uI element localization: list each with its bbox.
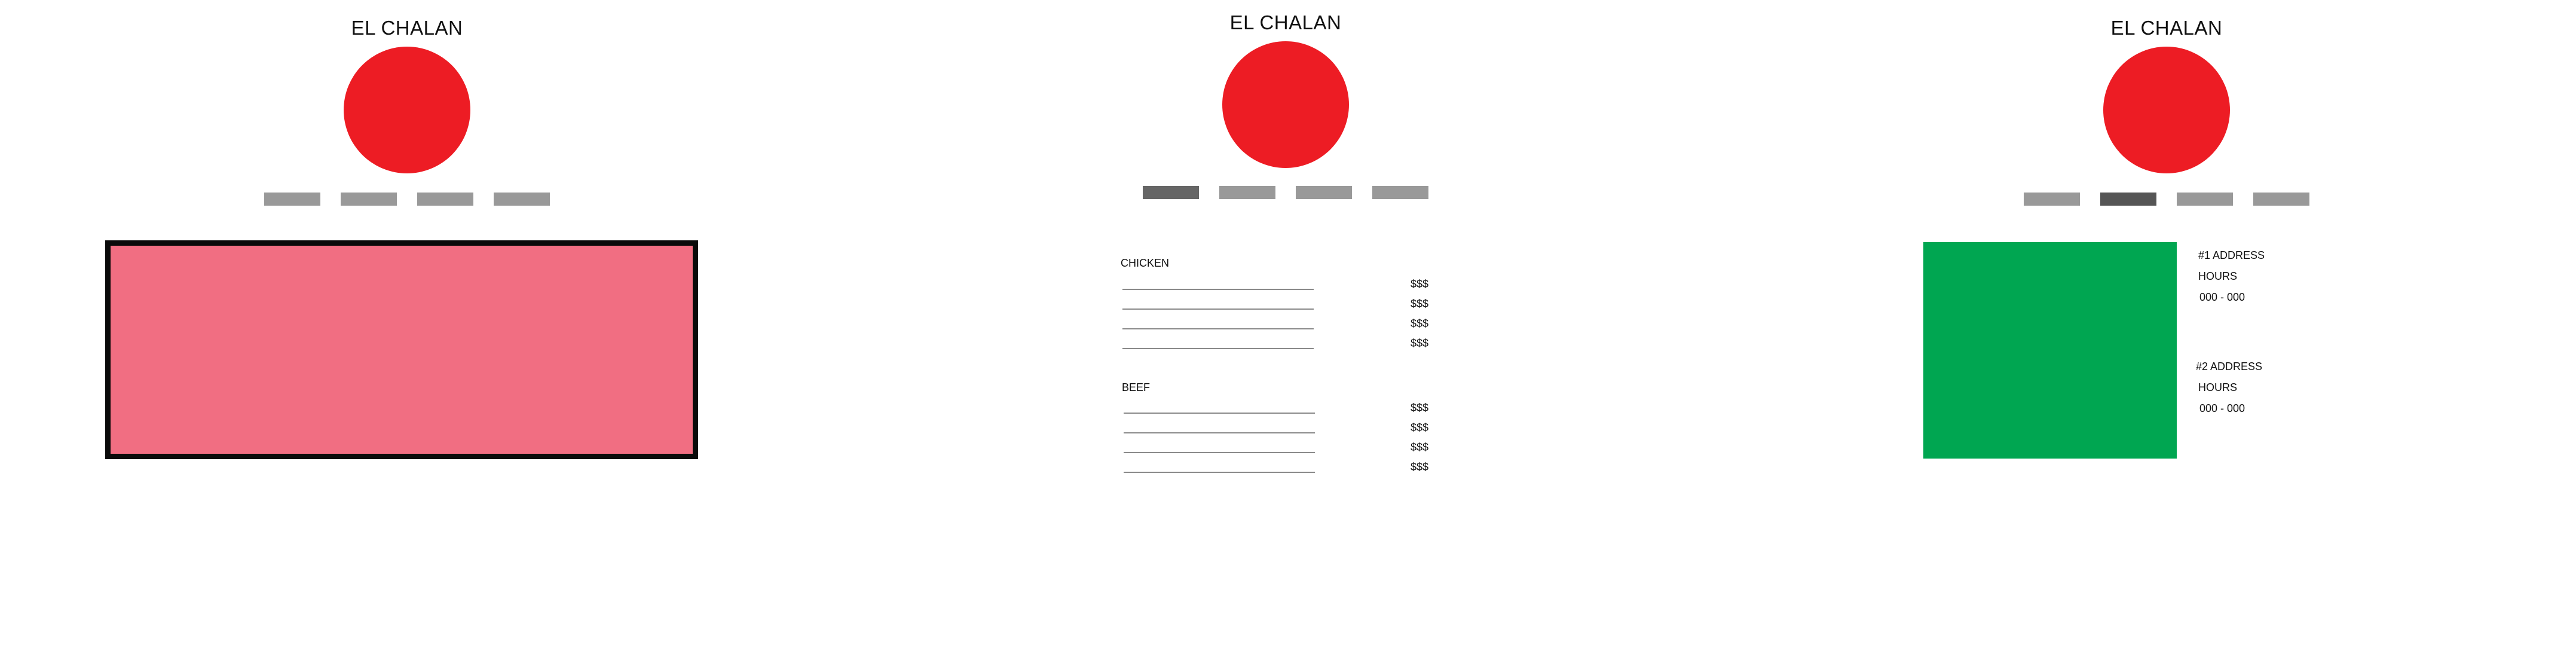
- menu-item-price: $$$: [1411, 278, 1429, 290]
- location-hours: 000 - 000: [2199, 291, 2245, 303]
- menu-item-price: $$$: [1411, 461, 1429, 473]
- home-screen: [0, 0, 816, 672]
- menu-item-line: [1124, 413, 1315, 414]
- nav-item-1[interactable]: [264, 193, 320, 206]
- location-hours-label: HOURS: [2198, 381, 2238, 393]
- location-address: #2 ADDRESS: [2196, 361, 2263, 372]
- brand-title: EL CHALAN: [1229, 11, 1342, 33]
- nav-item-2[interactable]: [2100, 193, 2156, 206]
- nav-item-3[interactable]: [2177, 193, 2233, 206]
- nav-item-2[interactable]: [341, 193, 397, 206]
- location-hours: 000 - 000: [2199, 402, 2245, 414]
- nav-item-2[interactable]: [1219, 186, 1275, 199]
- nav-item-3[interactable]: [417, 193, 473, 206]
- location-address: #1 ADDRESS: [2198, 249, 2265, 261]
- menu-item-line: [1124, 472, 1315, 473]
- menu-item-line: [1122, 308, 1314, 310]
- menu-item-line: [1122, 289, 1314, 290]
- logo-circle[interactable]: [1222, 41, 1349, 168]
- menu-item-price: $$$: [1411, 402, 1429, 414]
- nav-item-1[interactable]: [2024, 193, 2080, 206]
- nav-item-1[interactable]: [1143, 186, 1199, 199]
- logo-circle[interactable]: [344, 47, 470, 173]
- menu-item-line: [1124, 452, 1315, 453]
- brand-title: EL CHALAN: [2110, 17, 2223, 39]
- map-placeholder[interactable]: [1923, 242, 2177, 459]
- hero-image-placeholder: [105, 240, 698, 459]
- menu-item-line: [1122, 328, 1314, 329]
- brand-title: EL CHALAN: [351, 17, 463, 39]
- menu-section-heading: BEEF: [1122, 381, 1151, 393]
- menu-item-line: [1122, 348, 1314, 349]
- locations-screen: [1760, 0, 2576, 672]
- nav-item-3[interactable]: [1296, 186, 1352, 199]
- menu-item-price: $$$: [1411, 441, 1429, 453]
- menu-item-price: $$$: [1411, 317, 1429, 329]
- logo-circle[interactable]: [2103, 47, 2230, 173]
- menu-screen: [879, 0, 1695, 672]
- menu-item-price: $$$: [1411, 298, 1429, 310]
- menu-item-price: $$$: [1411, 337, 1429, 349]
- nav-item-4[interactable]: [1372, 186, 1428, 199]
- nav-item-4[interactable]: [494, 193, 550, 206]
- nav-item-4[interactable]: [2253, 193, 2309, 206]
- menu-item-line: [1124, 432, 1315, 433]
- menu-item-price: $$$: [1411, 421, 1429, 433]
- menu-section-heading: CHICKEN: [1121, 257, 1170, 269]
- location-hours-label: HOURS: [2198, 270, 2238, 282]
